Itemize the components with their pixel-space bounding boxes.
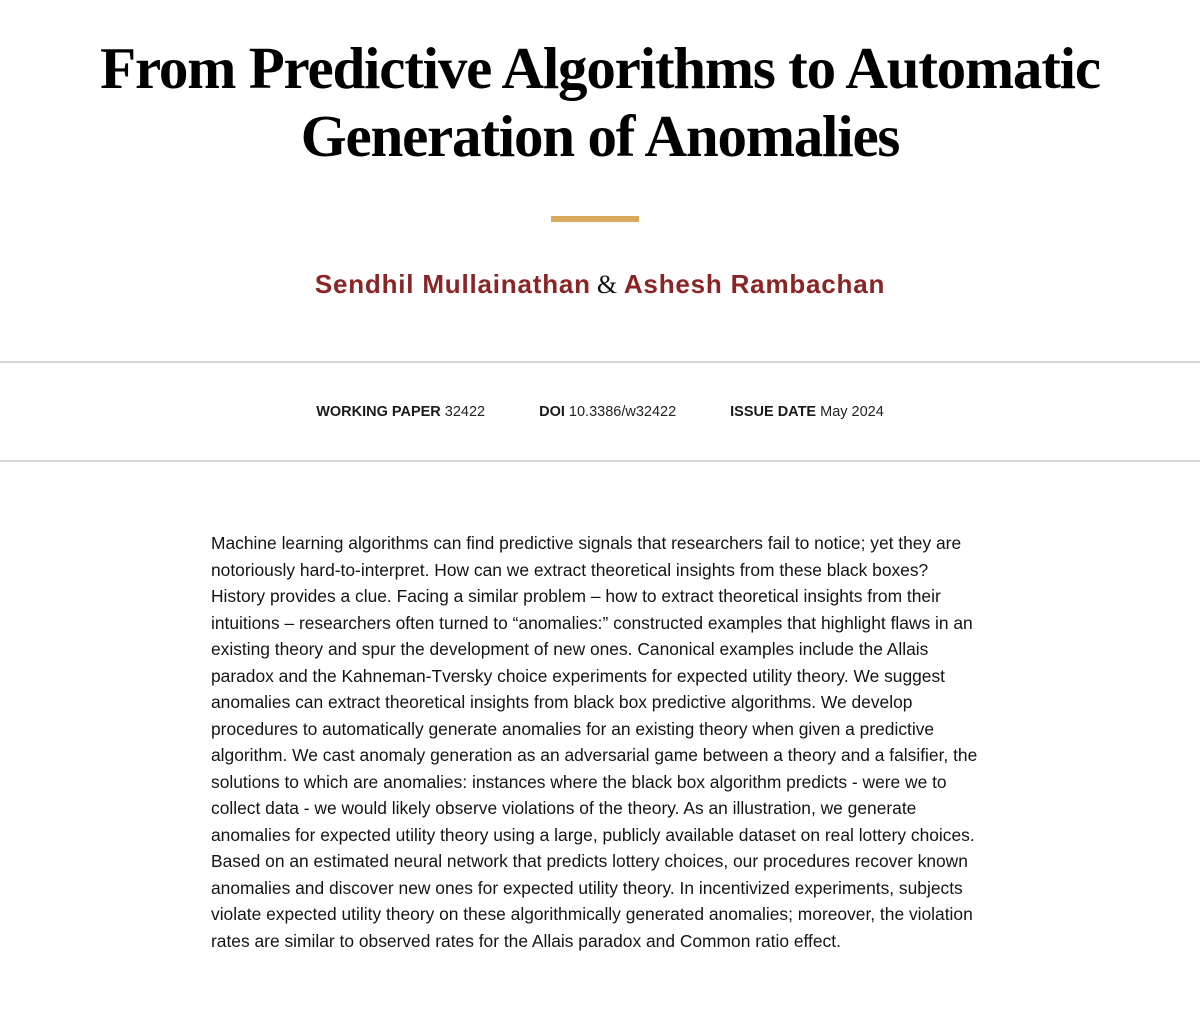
doi [539,403,676,421]
working-paper-number [316,403,485,421]
author-list [0,266,1200,303]
paper-metadata-bar [0,361,1200,462]
doi-value: 10.3386/w32422 [568,404,677,420]
paper-metadata-row [0,403,1200,421]
issue-date-value: May 2024 [820,404,884,420]
author-separator: & [596,270,618,299]
issue-date-label: ISSUE DATE [730,404,817,420]
author-link-mullainathan[interactable]: Sendhil Mullainathan [314,269,591,299]
page-title [0,34,1200,170]
abstract-text: Machine learning algorithms can find predictive signals that researchers fail to notice; yet they are notoriously hard-to-interpret. How can we extract theoretical insights from these black boxes? History provides a clue. Facing a similar problem – how to extract theoretical insights from their intuitions – researchers often turned to “anomalies:” constructed examples that highlight flaws in an existing theory and spur the development of new ones. Canonical examples include the Allais paradox and the Kahneman-Tversky choice experiments for expected utility theory. We suggest anomalies can extract theoretical insights from black box predictive algorithms. We develop procedures to automatically generate anomalies for an existing theory when given a predictive algorithm. We cast anomaly generation as an adversarial game between a theory and a falsifier, the solutions to which are anomalies: instances where the black box algorithm predicts - were we to collect data - we would likely observe violations of the theory. As an illustration, we generate anomalies for expected utility theory using a large, publicly available dataset on real lottery choices. Based on an estimated neural network that predicts lottery choices, our procedures recover known anomalies and discover new ones for expected utility theory. In incentivized experiments, subjects violate expected utility theory on these algorithmically generated anomalies; moreover, the violation rates are similar to observed rates for the Allais paradox and Common ratio effect. [211,533,978,951]
title-line-2: Generation of Anomalies [300,103,900,169]
doi-label: DOI [539,404,565,420]
author-link-rambachan[interactable]: Ashesh Rambachan [623,269,886,299]
title-line-1: From Predictive Algorithms to Automatic [100,35,1100,101]
working-paper-label: WORKING PAPER [316,404,441,420]
issue-date [730,403,884,421]
working-paper-value: 32422 [444,404,486,420]
title-accent-rule [551,216,639,222]
